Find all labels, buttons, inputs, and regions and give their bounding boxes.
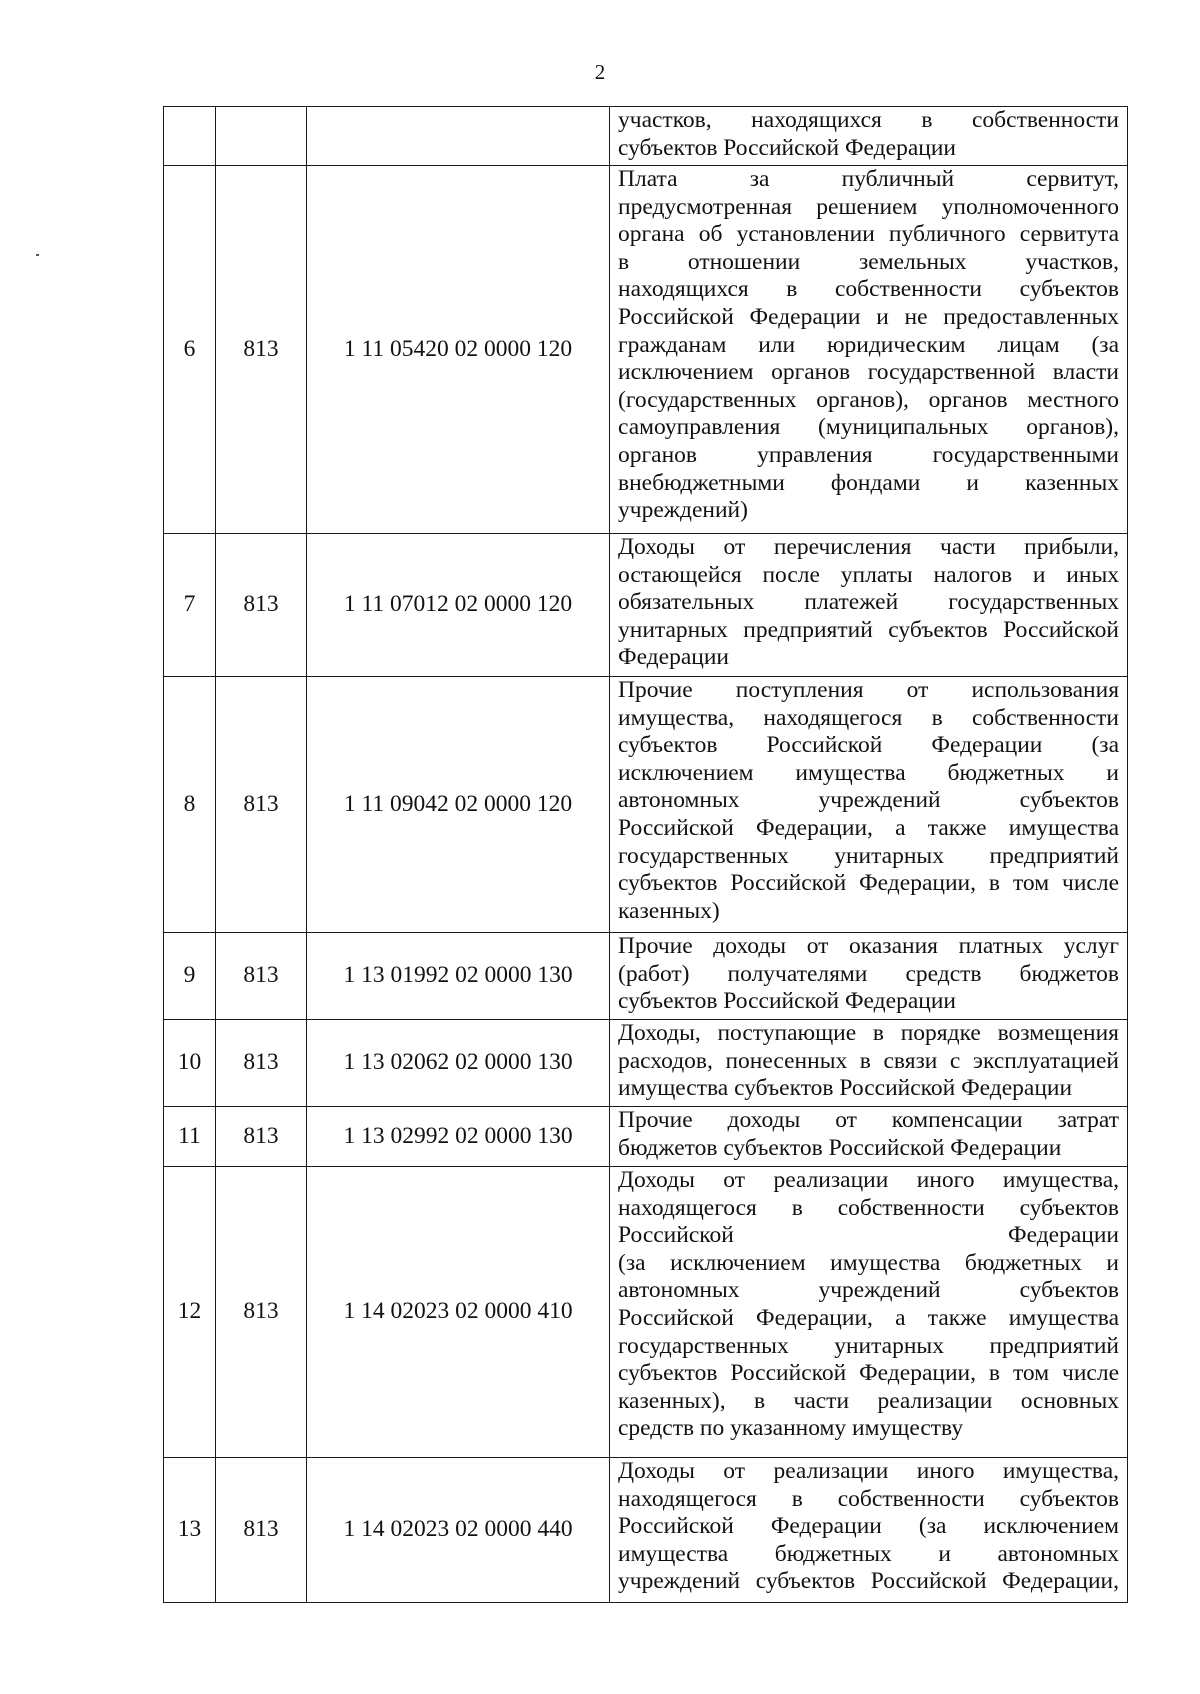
table-row bbox=[164, 107, 1128, 166]
row-number-cell: 7 bbox=[164, 534, 216, 677]
description-cell bbox=[610, 933, 1128, 1020]
description-line: автономных учреждений субъектов bbox=[618, 787, 1119, 814]
kbk-code-cell: 1 11 07012 02 0000 120 bbox=[307, 534, 610, 677]
kbk-code-cell: 1 13 01992 02 0000 130 bbox=[307, 933, 610, 1020]
description-line: остающейся после уплаты налогов и иных bbox=[618, 561, 1119, 588]
description-line: Российской Федерации и не предоставленных bbox=[618, 303, 1119, 330]
row-number-cell: 6 bbox=[164, 166, 216, 534]
description-cell bbox=[610, 677, 1128, 933]
description-line: внебюджетными фондами и казенных bbox=[618, 469, 1119, 496]
scan-speck bbox=[36, 254, 39, 256]
description-line: Российской Федерации, а также имущества bbox=[618, 1304, 1119, 1331]
description-line: исключением имущества бюджетных и bbox=[618, 759, 1119, 786]
description-line: (работ) получателями средств бюджетов bbox=[618, 960, 1119, 987]
admin-code-cell: 813 bbox=[216, 677, 307, 933]
description-line: Доходы, поступающие в порядке возмещения bbox=[618, 1020, 1119, 1046]
row-number-cell: 10 bbox=[164, 1020, 216, 1107]
table-row bbox=[164, 1020, 1128, 1107]
description-line: Прочие доходы от оказания платных услуг bbox=[618, 933, 1119, 959]
table-body bbox=[164, 107, 1128, 1603]
table-row bbox=[164, 166, 1128, 534]
kbk-code-cell: 1 11 05420 02 0000 120 bbox=[307, 166, 610, 534]
description-line: находящихся в собственности субъектов bbox=[618, 276, 1119, 303]
kbk-code-cell: 1 13 02062 02 0000 130 bbox=[307, 1020, 610, 1107]
description-line: учреждений) bbox=[618, 497, 748, 524]
description-line: (государственных органов), органов местного bbox=[618, 386, 1119, 413]
description-line: Российской Федерации, а также имущества bbox=[618, 814, 1119, 841]
description-line: имущества субъектов Российской Федерации bbox=[618, 1075, 1073, 1102]
description-line: Доходы от реализации иного имущества, bbox=[618, 1167, 1119, 1193]
description-line: Прочие доходы от компенсации затрат bbox=[618, 1107, 1119, 1133]
description-line: казенных) bbox=[618, 897, 720, 924]
description-line: исключением органов государственной власти bbox=[618, 359, 1119, 386]
revenue-table bbox=[163, 106, 1128, 1603]
description-line: учреждений субъектов Российской Федерации, bbox=[618, 1568, 1119, 1595]
description-line: Федерации bbox=[618, 644, 729, 671]
row-number-cell: 8 bbox=[164, 677, 216, 933]
description-line: унитарных предприятий субъектов Российской bbox=[618, 616, 1119, 643]
admin-code-cell: 813 bbox=[216, 166, 307, 534]
row-number-cell: 11 bbox=[164, 1107, 216, 1167]
description-line: расходов, понесенных в связи с эксплуатацией bbox=[618, 1047, 1119, 1074]
admin-code-cell: 813 bbox=[216, 1107, 307, 1167]
description-cell bbox=[610, 1167, 1128, 1458]
description-line: субъектов Российской Федерации, в том числе bbox=[618, 1360, 1119, 1387]
description-line: субъектов Российской Федерации bbox=[618, 134, 956, 161]
description-line: бюджетов субъектов Российской Федерации bbox=[618, 1134, 1062, 1161]
description-line: обязательных платежей государственных bbox=[618, 589, 1119, 616]
admin-code-cell: 813 bbox=[216, 1167, 307, 1458]
table-row bbox=[164, 677, 1128, 933]
description-cell bbox=[610, 166, 1128, 534]
description-cell bbox=[610, 1107, 1128, 1167]
description-line: Доходы от реализации иного имущества, bbox=[618, 1458, 1119, 1484]
description-line: государственных унитарных предприятий bbox=[618, 1332, 1119, 1359]
description-line: участков, находящихся в собственности bbox=[618, 107, 1119, 133]
description-line: субъектов Российской Федерации, в том числе bbox=[618, 870, 1119, 897]
kbk-code-cell: 1 11 09042 02 0000 120 bbox=[307, 677, 610, 933]
description-line: в отношении земельных участков, bbox=[618, 248, 1119, 275]
row-number-cell: 12 bbox=[164, 1167, 216, 1458]
description-line: имущества бюджетных и автономных bbox=[618, 1540, 1119, 1567]
admin-code-cell: 813 bbox=[216, 1020, 307, 1107]
description-line: субъектов Российской Федерации (за bbox=[618, 732, 1119, 759]
description-line: автономных учреждений субъектов bbox=[618, 1277, 1119, 1304]
table-row bbox=[164, 1167, 1128, 1458]
description-line: органа об установлении публичного сервитута bbox=[618, 221, 1119, 248]
row-number-cell bbox=[164, 107, 216, 166]
description-line: Российской Федерации bbox=[618, 1222, 1119, 1249]
table-row bbox=[164, 534, 1128, 677]
description-line: имущества, находящегося в собственности bbox=[618, 704, 1119, 731]
admin-code-cell bbox=[216, 107, 307, 166]
description-line: органов управления государственными bbox=[618, 441, 1119, 468]
description-line: находящегося в собственности субъектов bbox=[618, 1485, 1119, 1512]
description-line: (за исключением имущества бюджетных и bbox=[618, 1249, 1119, 1276]
page-number: 2 bbox=[594, 60, 606, 84]
description-line: самоуправления (муниципальных органов), bbox=[618, 414, 1119, 441]
table-row bbox=[164, 1458, 1128, 1603]
table-row bbox=[164, 1107, 1128, 1167]
description-cell bbox=[610, 534, 1128, 677]
kbk-code-cell bbox=[307, 107, 610, 166]
description-line: субъектов Российской Федерации bbox=[618, 988, 956, 1015]
description-line: предусмотренная решением уполномоченного bbox=[618, 193, 1119, 220]
row-number-cell: 13 bbox=[164, 1458, 216, 1603]
admin-code-cell: 813 bbox=[216, 1458, 307, 1603]
description-line: государственных унитарных предприятий bbox=[618, 842, 1119, 869]
description-cell bbox=[610, 1458, 1128, 1603]
description-line: гражданам или юридическим лицам (за bbox=[618, 331, 1119, 358]
table-row bbox=[164, 933, 1128, 1020]
admin-code-cell: 813 bbox=[216, 933, 307, 1020]
kbk-code-cell: 1 13 02992 02 0000 130 bbox=[307, 1107, 610, 1167]
admin-code-cell: 813 bbox=[216, 534, 307, 677]
description-line: Российской Федерации (за исключением bbox=[618, 1513, 1119, 1540]
description-cell bbox=[610, 1020, 1128, 1107]
description-line: Плата за публичный сервитут, bbox=[618, 166, 1119, 192]
description-line: средств по указанному имуществу bbox=[618, 1415, 964, 1442]
description-cell bbox=[610, 107, 1128, 166]
kbk-code-cell: 1 14 02023 02 0000 440 bbox=[307, 1458, 610, 1603]
description-line: находящегося в собственности субъектов bbox=[618, 1194, 1119, 1221]
description-line: казенных), в части реализации основных bbox=[618, 1387, 1119, 1414]
row-number-cell: 9 bbox=[164, 933, 216, 1020]
description-line: Доходы от перечисления части прибыли, bbox=[618, 534, 1119, 560]
kbk-code-cell: 1 14 02023 02 0000 410 bbox=[307, 1167, 610, 1458]
description-line: Прочие поступления от использования bbox=[618, 677, 1119, 703]
